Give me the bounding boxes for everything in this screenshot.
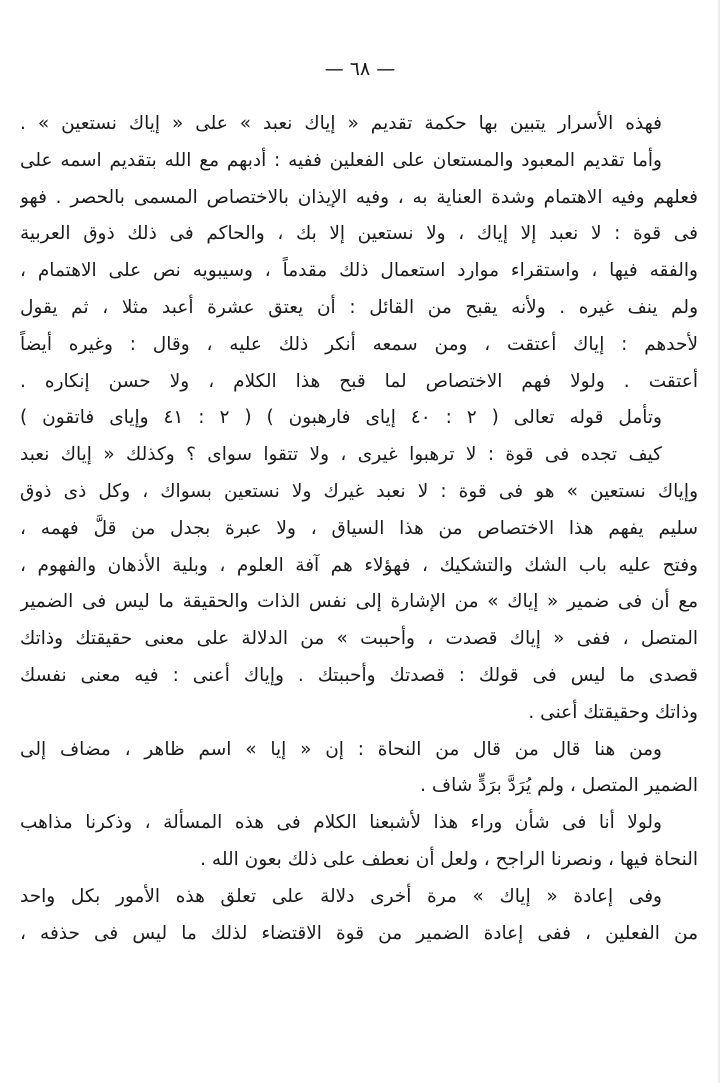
text-line: وإياك نستعين » هو فى قوة : لا نعبد غيرك ولا نستعين بسواك ، وكل ذى ذوق	[20, 480, 698, 502]
text-line: سليم يفهم هذا الاختصاص من هذا السياق ، ولا عبرة بجدل من قلَّ فهمه ،	[20, 517, 698, 539]
text-line: ولولا أنا فى شأن وراء هذا لأشبعنا الكلام فى هذه المسألة ، وذكرنا مذاهب	[20, 812, 662, 834]
text-line: والفقه فيها ، واستقراء موارد استعمال ذلك مقدماً ، وسيبويه نص على الاهتمام ،	[20, 260, 698, 282]
body-text	[20, 106, 698, 952]
text-line: وذاتك وحقيقتك أعنى .	[528, 701, 698, 723]
page-number: — ٦٨ —	[324, 58, 396, 80]
text-line: كيف تجده فى قوة : لا ترهبوا غيرى ، ولا تتقوا سواى ؟ وكذلك « إياك نعبد	[20, 444, 662, 466]
text-line: مع أن فى ضمير « إياك » من الإشارة إلى نفس الذات والحقيقة ما ليس فى الضمير	[20, 591, 698, 613]
text-line: فهذه الأسرار يتبين بها حكمة تقديم « إياك نعبد » على « إياك نستعين » .	[20, 113, 662, 134]
text-line: ومن هنا قال من قال من النحاة : إن « إيا » اسم ظاهر ، مضاف إلى	[20, 738, 662, 760]
text-line: فى قوة : لا نعبد إلا إياك ، ولا نستعين إلا بك ، والحاكم فى ذلك ذوق العربية	[20, 223, 698, 245]
text-line: المتصل ، ففى « إياك قصدت ، وأحببت » من الدلالة على معنى حقيقتك وذاتك	[20, 628, 698, 650]
text-line: ولم ينف غيره . ولأنه يقبح من القائل : أن يعتق عشرة أعبد مثلا ، ثم يقول	[20, 296, 698, 318]
text-line: فعلهم وفيه الاهتمام وشدة العناية به ، وفيه الإيذان بالاختصاص المسمى بالحصر . فهو	[20, 186, 698, 208]
text-line: وفتح عليه باب الشك والتشكيك ، فهؤلاء هم آفة العلوم ، وبلية الأذهان والفهوم ،	[20, 554, 698, 576]
text-line: وفى إعادة « إياك » مرة أخرى دلالة على تعلق هذه الأمور بكل واحد	[20, 885, 662, 907]
text-line: أعتقت . ولولا فهم الاختصاص لما قبح هذا الكلام ، ولا حسن إنكاره .	[20, 370, 698, 392]
text-line: وأما تقديم المعبود والمستعان على الفعلين ففيه : أدبهم مع الله بتقديم اسمه على	[20, 149, 662, 171]
text-line: وتأمل قوله تعالى ( ٢ : ٤٠ إياى فارهبون ) ( ٢ : ٤١ وإياى فاتقون )	[20, 407, 662, 429]
text-line: الضمير المتصل ، ولم يُرَدَّ برَدٍّ شاف .	[420, 775, 698, 797]
text-line: النحاة فيها ، ونصرنا الراجح ، ولعل أن نعطف على ذلك بعون الله .	[200, 848, 698, 870]
text-line: لأحدهم : إياك أعتقت ، ومن سمعه أنكر ذلك عليه ، وقال : وغيره أيضاً	[20, 333, 698, 355]
text-line: قصدى ما ليس فى قولك : قصدتك وأحببتك . وإياك أعنى : فيه معنى نفسك	[20, 664, 698, 686]
text-line: من الفعلين ، ففى إعادة الضمير من قوة الاقتضاء لذلك ما ليس فى حذفه ،	[20, 922, 698, 944]
